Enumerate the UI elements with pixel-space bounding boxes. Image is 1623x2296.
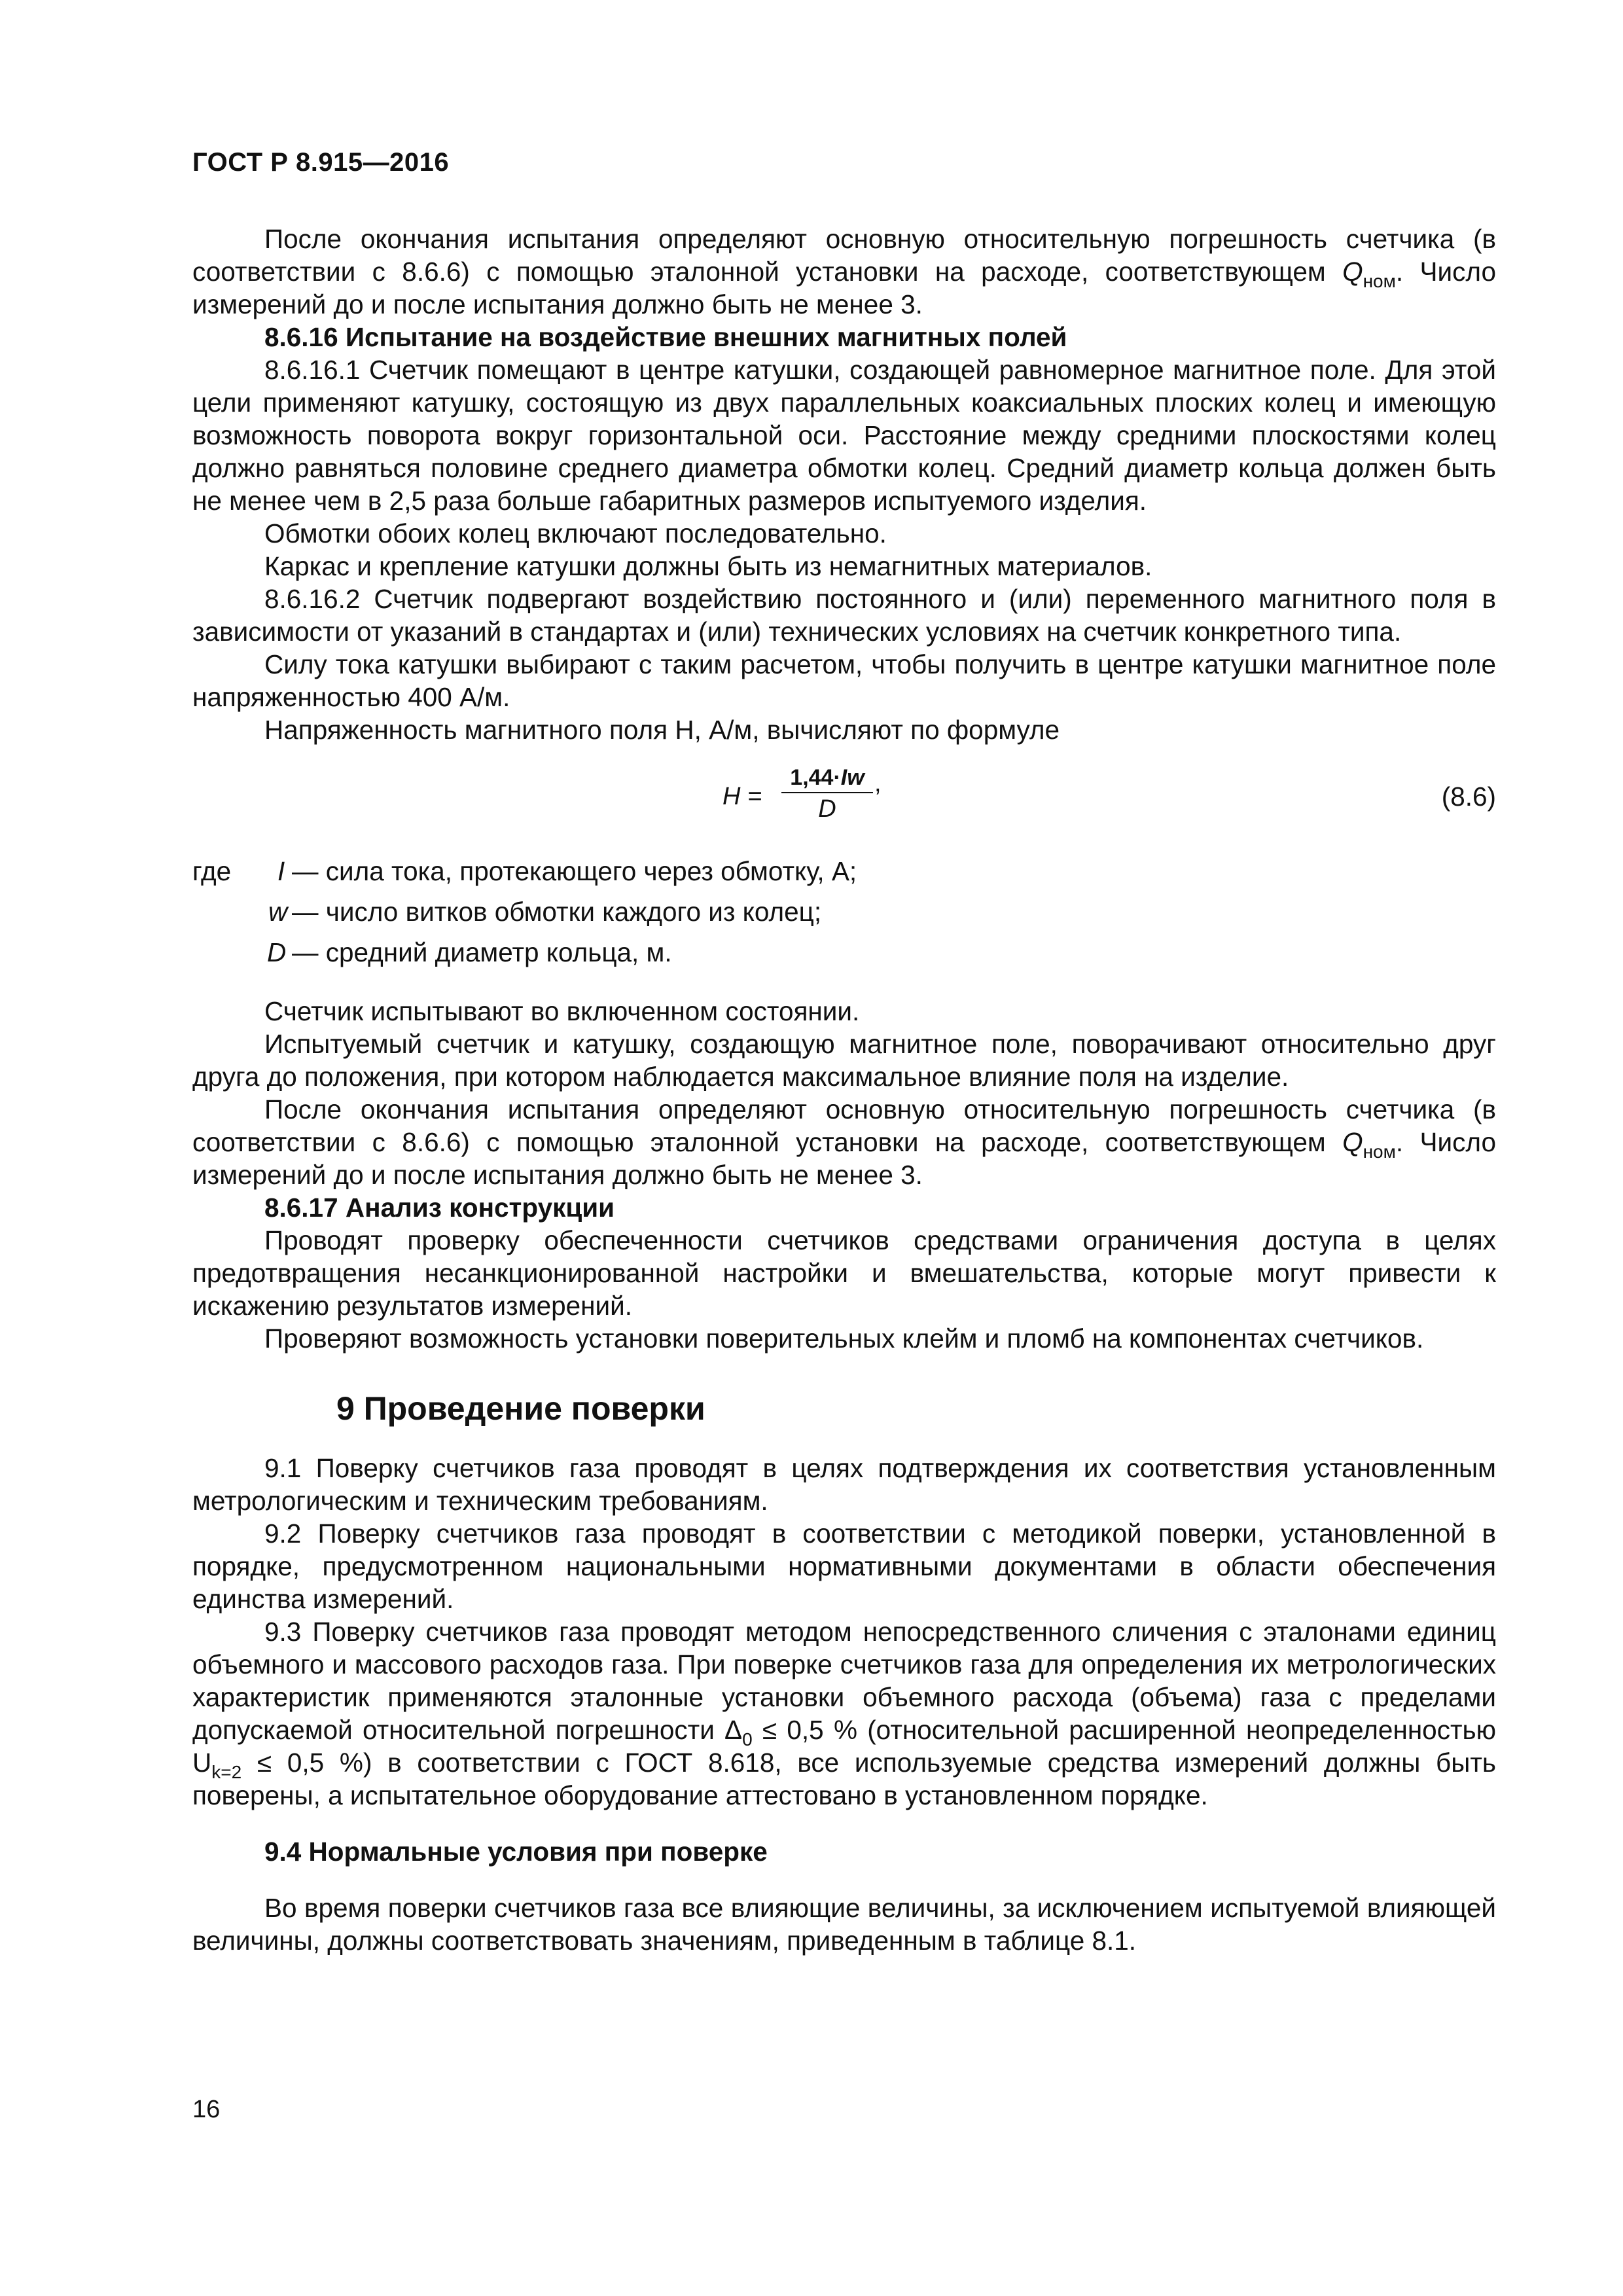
where-text: — число витков обмотки каждого из колец; [292,897,822,927]
where-symbol: I [277,856,285,886]
document-header: ГОСТ Р 8.915—2016 [192,148,450,177]
where-item-1 [192,855,1496,895]
formula-fraction [781,763,873,825]
where-text: — средний диаметр кольца, м. [292,937,672,967]
document-body [192,223,1496,1957]
formula-8-6 [192,763,1496,831]
where-symbol: D [267,937,287,967]
paragraph-switched-on: Счетчик испытывают во включенном состоянии. [264,996,860,1026]
paragraph-rotation: Испытуемый счетчик и катушку, создающую магнитное поле, поворачивают относительно друг друга до положения, при котором наблюдается максимальное влияние поля на изделие. [192,1029,1496,1092]
page-number: 16 [192,2096,221,2123]
paragraph-after-test-2: После окончания испытания определяют основную относительную погрешность счетчика (в соответствии с 8.6.6) с помощью эталонной установки на расходе, соответствующем $Q_{ном}$. Число измерений до и после испытания должно быть не менее 3. [192,1094,1496,1190]
formula-comma: , [874,770,882,797]
formula-denominator: D [818,795,836,823]
paragraph-8-6-16-1: 8.6.16.1 Счетчик помещают в центре катушки, создающей равномерное магнитное поле. Для этой цели применяют катушку, состоящую из двух параллельных коаксиальных плоских колец и имеющую возможность поворота вокруг горизонтальной оси. Расстояние между средними плоскостями колец должно равняться половине среднего диаметра обмотки колец. Средний диаметр кольца должен быть не менее чем в 2,5 раза больше габаритных размеров испытуемого изделия. [192,355,1496,516]
paragraph-coil-windings: Обмотки обоих колец включают последовательно. [264,518,887,548]
where-text: — сила тока, протекающего через обмотку, А; [292,856,857,886]
paragraph-access-control: Проводят проверку обеспеченности счетчиков средствами ограничения доступа в целях предотвращения несанкционированной настройки и вмешательства, которые могут привести к искажению результатов измерений. [192,1225,1496,1321]
section-title-9-4: 9.4 Нормальные условия при поверке [264,1837,768,1867]
section-title-8-6-17: 8.6.17 Анализ конструкции [264,1193,615,1223]
where-item-2 [192,895,1496,936]
paragraph-seals: Проверяют возможность установки поверительных клейм и пломб на компонентах счетчиков. [264,1323,1424,1354]
paragraph-formula-intro: Напряженность магнитного поля Н, А/м, вычисляют по формуле [264,715,1060,745]
where-symbol: w [268,897,288,927]
where-item-3 [192,936,1496,977]
paragraph-coil-frame: Каркас и крепление катушки должны быть из немагнитных материалов. [264,551,1152,581]
section-title-9: 9 Проведение поверки [336,1390,705,1427]
formula-numerator: 1,44·Iw [781,763,873,793]
paragraph-after-test: После окончания испытания определяют основную относительную погрешность счетчика (в соответствии с 8.6.6) с помощью эталонной установки на расходе, соответствующем $Q_{ном}$. Число измерений до и после испытания должно быть не менее 3. [192,224,1496,319]
paragraph-9-1: 9.1 Поверку счетчиков газа проводят в целях подтверждения их соответствия установленным метрологическим и техническим требованиям. [192,1453,1496,1516]
formula-lhs: H = [722,783,762,810]
paragraph-9-3: 9.3 Поверку счетчиков газа проводят методом непосредственного сличения с эталонами единиц объемного и массового расходов газа. При поверке счетчиков газа для определения их метрологических характеристик применяются эталонные установки объемного расхода (объема) газа с пределами допускаемой относительной погрешности $\Delta_0 \le 0,5$ % (относительной расширенной неопределенностью $U_{k=2} \le 0,5$ %) в соответствии с ГОСТ 8.618, все используемые средства измерений должны быть поверены, а испытательное оборудование аттестовано в установленном порядке. [192,1617,1496,1810]
where-label: где [192,856,232,886]
paragraph-coil-current: Силу тока катушки выбирают с таким расчетом, чтобы получить в центре катушки магнитное поле напряженностью 400 А/м. [192,649,1496,712]
paragraph-8-6-16-2: 8.6.16.2 Счетчик подвергают воздействию постоянного и (или) переменного магнитного поля в зависимости от указаний в стандартах и (или) технических условиях на счетчик конкретного типа. [192,584,1496,647]
paragraph-9-4: Во время поверки счетчиков газа все влияющие величины, за исключением испытуемой влияющей величины, должны соответствовать значениям, приведенным в таблице 8.1. [192,1893,1496,1956]
section-title-8-6-16: 8.6.16 Испытание на воздействие внешних магнитных полей [264,322,1067,352]
formula-number: (8.6) [1441,781,1496,812]
paragraph-9-2: 9.2 Поверку счетчиков газа проводят в соответствии с методикой поверки, установленной в порядке, предусмотренном национальными нормативными документами в области обеспечения единства измерений. [192,1518,1496,1614]
